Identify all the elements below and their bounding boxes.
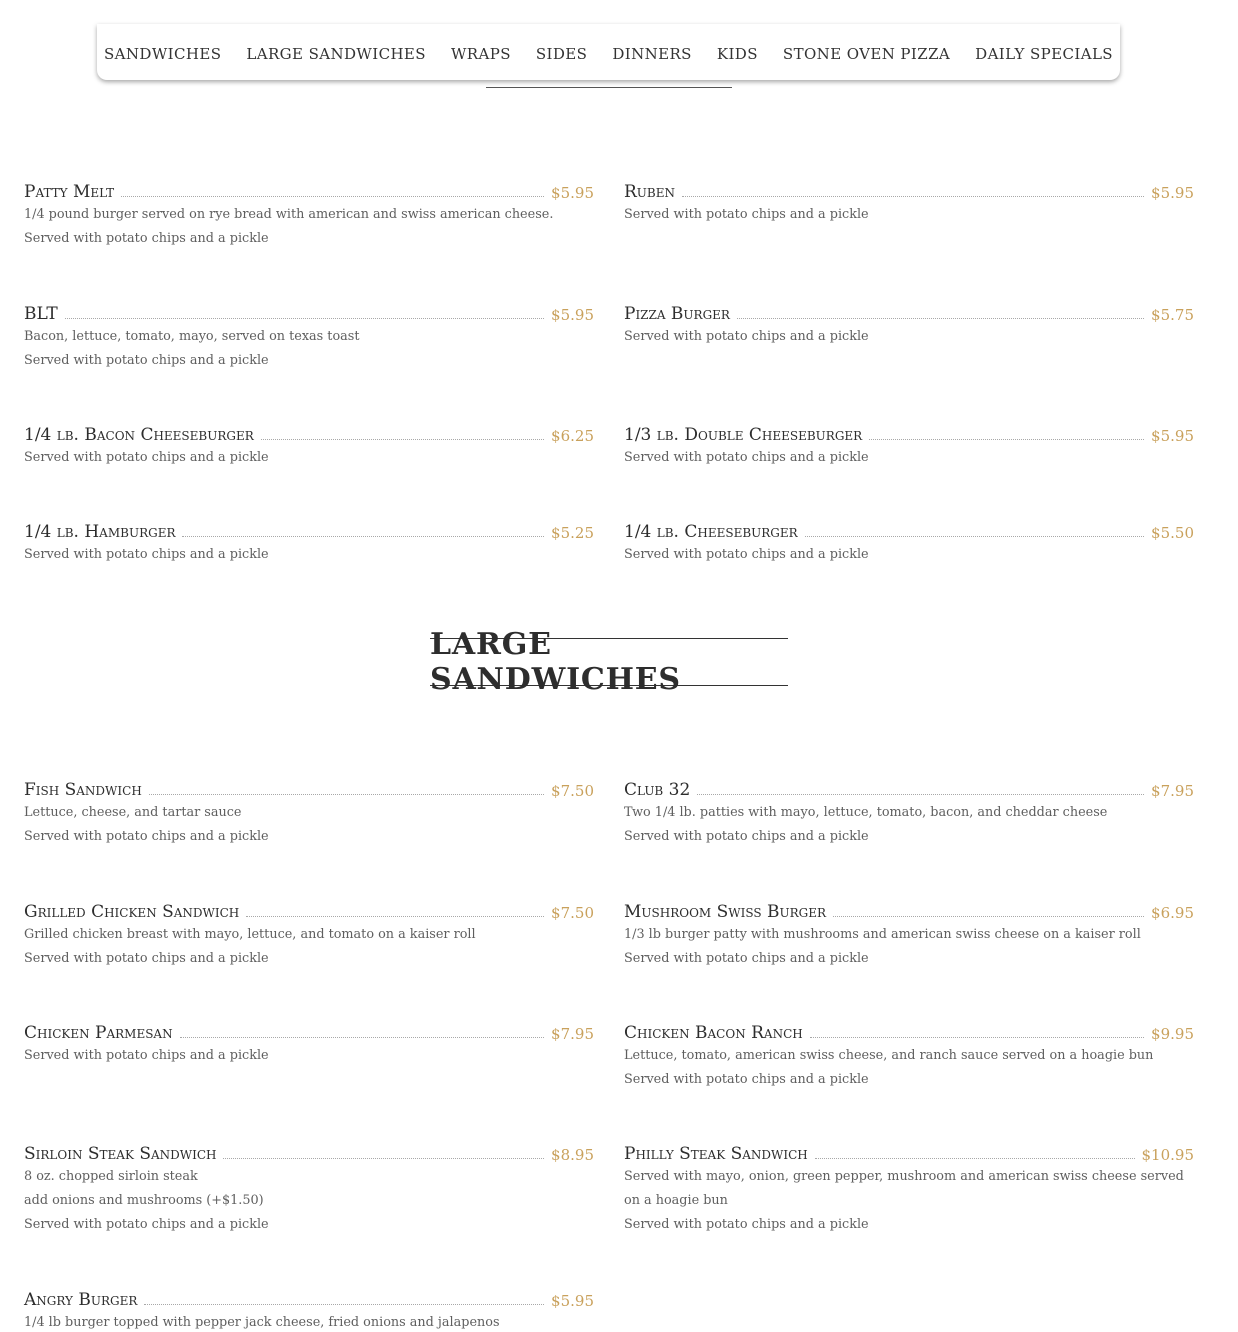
menu-item	[24, 1140, 594, 1237]
item-name: 1/4 lb. Bacon Cheeseburger	[24, 425, 254, 445]
description-line: Served with potato chips and a pickle	[624, 207, 869, 222]
description-line: 1/4 pound burger served on rye bread with american and swiss american cheese.	[24, 207, 554, 222]
nav-daily-specials[interactable]: DAILY SPECIALS	[975, 45, 1113, 63]
item-price: $5.95	[551, 306, 594, 324]
section-divider	[486, 87, 732, 88]
menu-item	[24, 178, 594, 251]
menu-item	[624, 178, 1194, 227]
description-line: Served with potato chips and a pickle	[24, 829, 269, 844]
item-price: $8.95	[551, 1146, 594, 1164]
nav-kids[interactable]: KIDS	[716, 45, 758, 63]
dotted-leader	[180, 1037, 544, 1038]
item-price: $6.95	[1151, 904, 1194, 922]
item-price: $5.95	[1151, 184, 1194, 202]
item-description	[24, 325, 594, 373]
item-name: Angry Burger	[24, 1290, 138, 1310]
dotted-leader	[869, 439, 1144, 440]
item-name: Mushroom Swiss Burger	[624, 902, 826, 922]
description-line: Served with potato chips and a pickle	[624, 450, 869, 465]
category-nav	[97, 24, 1120, 80]
description-line: Served with potato chips and a pickle	[624, 829, 869, 844]
item-price: $5.25	[551, 524, 594, 542]
dotted-leader	[805, 536, 1144, 537]
dotted-leader	[737, 318, 1144, 319]
item-description	[24, 543, 594, 567]
nav-sandwiches[interactable]: SANDWICHES	[103, 45, 222, 63]
dotted-leader	[144, 1304, 544, 1305]
item-name: Sirloin Steak Sandwich	[24, 1144, 217, 1164]
description-line: add onions and mushrooms (+$1.50)	[24, 1193, 264, 1208]
menu-item	[24, 421, 594, 470]
dotted-leader	[182, 536, 544, 537]
item-name: 1/4 lb. Cheeseburger	[624, 522, 798, 542]
dotted-leader	[246, 916, 544, 917]
item-description	[24, 446, 594, 470]
item-name: Patty Melt	[24, 182, 115, 202]
section-title-large-sandwiches: LARGE SANDWICHES	[430, 638, 788, 686]
description-line: Served with potato chips and a pickle	[624, 1072, 869, 1087]
description-line: Served with potato chips and a pickle	[24, 231, 269, 246]
description-line: Grilled chicken breast with mayo, lettuce, and tomato on a kaiser roll	[24, 927, 476, 942]
dotted-leader	[682, 196, 1144, 197]
description-line: Served with potato chips and a pickle	[24, 450, 269, 465]
dotted-leader	[65, 318, 544, 319]
menu-item	[24, 300, 594, 373]
description-line: Served with potato chips and a pickle	[624, 951, 869, 966]
description-line: Served with potato chips and a pickle	[24, 547, 269, 562]
description-line: Served with potato chips and a pickle	[624, 1217, 869, 1232]
nav-dinners[interactable]: DINNERS	[612, 45, 692, 63]
item-price: $7.50	[551, 904, 594, 922]
item-price: $7.50	[551, 782, 594, 800]
description-line: Served with potato chips and a pickle	[624, 547, 869, 562]
description-line: 1/4 lb burger topped with pepper jack cheese, fried onions and jalapenos	[24, 1315, 500, 1330]
menu-item	[624, 518, 1194, 567]
nav-stone-oven-pizza[interactable]: STONE OVEN PIZZA	[782, 45, 951, 63]
description-line: Served with potato chips and a pickle	[24, 951, 269, 966]
item-price: $10.95	[1141, 1146, 1194, 1164]
description-line: Served with potato chips and a pickle	[624, 329, 869, 344]
menu-item	[624, 1140, 1194, 1237]
item-name: BLT	[24, 304, 58, 324]
description-line: 1/3 lb burger patty with mushrooms and american swiss cheese on a kaiser roll	[624, 927, 1141, 942]
item-price: $7.95	[551, 1025, 594, 1043]
item-name: Ruben	[624, 182, 675, 202]
item-name: Pizza Burger	[624, 304, 730, 324]
item-price: $5.95	[551, 184, 594, 202]
item-description	[624, 203, 1194, 227]
dotted-leader	[833, 916, 1144, 917]
item-price: $5.95	[1151, 427, 1194, 445]
menu-item	[624, 776, 1194, 849]
menu-item	[624, 300, 1194, 349]
nav-sides[interactable]: SIDES	[535, 45, 588, 63]
dotted-leader	[149, 794, 544, 795]
item-description	[624, 543, 1194, 567]
item-description	[624, 1165, 1194, 1237]
item-name: Philly Steak Sandwich	[624, 1144, 808, 1164]
description-line: 8 oz. chopped sirloin steak	[24, 1169, 198, 1184]
dotted-leader	[810, 1037, 1144, 1038]
menu-item	[24, 1286, 594, 1332]
item-description	[24, 1311, 594, 1332]
item-name: Fish Sandwich	[24, 780, 142, 800]
item-description	[624, 446, 1194, 470]
item-price: $7.95	[1151, 782, 1194, 800]
dotted-leader	[121, 196, 544, 197]
item-description	[624, 923, 1194, 971]
item-name: Chicken Parmesan	[24, 1023, 173, 1043]
menu-item	[24, 898, 594, 971]
menu-item	[624, 898, 1194, 971]
menu-item	[624, 421, 1194, 470]
description-line: Lettuce, tomato, american swiss cheese, and ranch sauce served on a hoagie bun	[624, 1048, 1154, 1063]
item-description	[624, 801, 1194, 849]
menu-item	[24, 1019, 594, 1068]
menu-item	[24, 518, 594, 567]
item-price: $5.95	[551, 1292, 594, 1310]
dotted-leader	[261, 439, 544, 440]
item-name: 1/3 lb. Double Cheeseburger	[624, 425, 863, 445]
item-description	[24, 801, 594, 849]
item-price: $6.25	[551, 427, 594, 445]
item-name: Grilled Chicken Sandwich	[24, 902, 240, 922]
item-price: $9.95	[1151, 1025, 1194, 1043]
item-description	[624, 325, 1194, 349]
dotted-leader	[223, 1158, 544, 1159]
item-description	[24, 923, 594, 971]
item-description	[24, 1165, 594, 1237]
dotted-leader	[697, 794, 1144, 795]
menu-item	[624, 1019, 1194, 1092]
nav-wraps[interactable]: WRAPS	[450, 45, 511, 63]
description-line: Served with potato chips and a pickle	[24, 1048, 269, 1063]
description-line: Bacon, lettuce, tomato, mayo, served on texas toast	[24, 329, 360, 344]
item-name: 1/4 lb. Hamburger	[24, 522, 176, 542]
item-description	[24, 203, 594, 251]
description-line: Served with potato chips and a pickle	[24, 1217, 269, 1232]
item-description	[624, 1044, 1194, 1092]
nav-large-sandwiches[interactable]: LARGE SANDWICHES	[246, 45, 426, 63]
dotted-leader	[815, 1158, 1135, 1159]
description-line: Two 1/4 lb. patties with mayo, lettuce, tomato, bacon, and cheddar cheese	[624, 805, 1108, 820]
description-line: Served with mayo, onion, green pepper, mushroom and american swiss cheese served on a hoagie bun	[624, 1169, 1184, 1208]
description-line: Lettuce, cheese, and tartar sauce	[24, 805, 242, 820]
item-name: Chicken Bacon Ranch	[624, 1023, 803, 1043]
item-price: $5.75	[1151, 306, 1194, 324]
item-description	[24, 1044, 594, 1068]
menu-item	[24, 776, 594, 849]
item-price: $5.50	[1151, 524, 1194, 542]
description-line: Served with potato chips and a pickle	[24, 353, 269, 368]
item-name: Club 32	[624, 780, 691, 800]
